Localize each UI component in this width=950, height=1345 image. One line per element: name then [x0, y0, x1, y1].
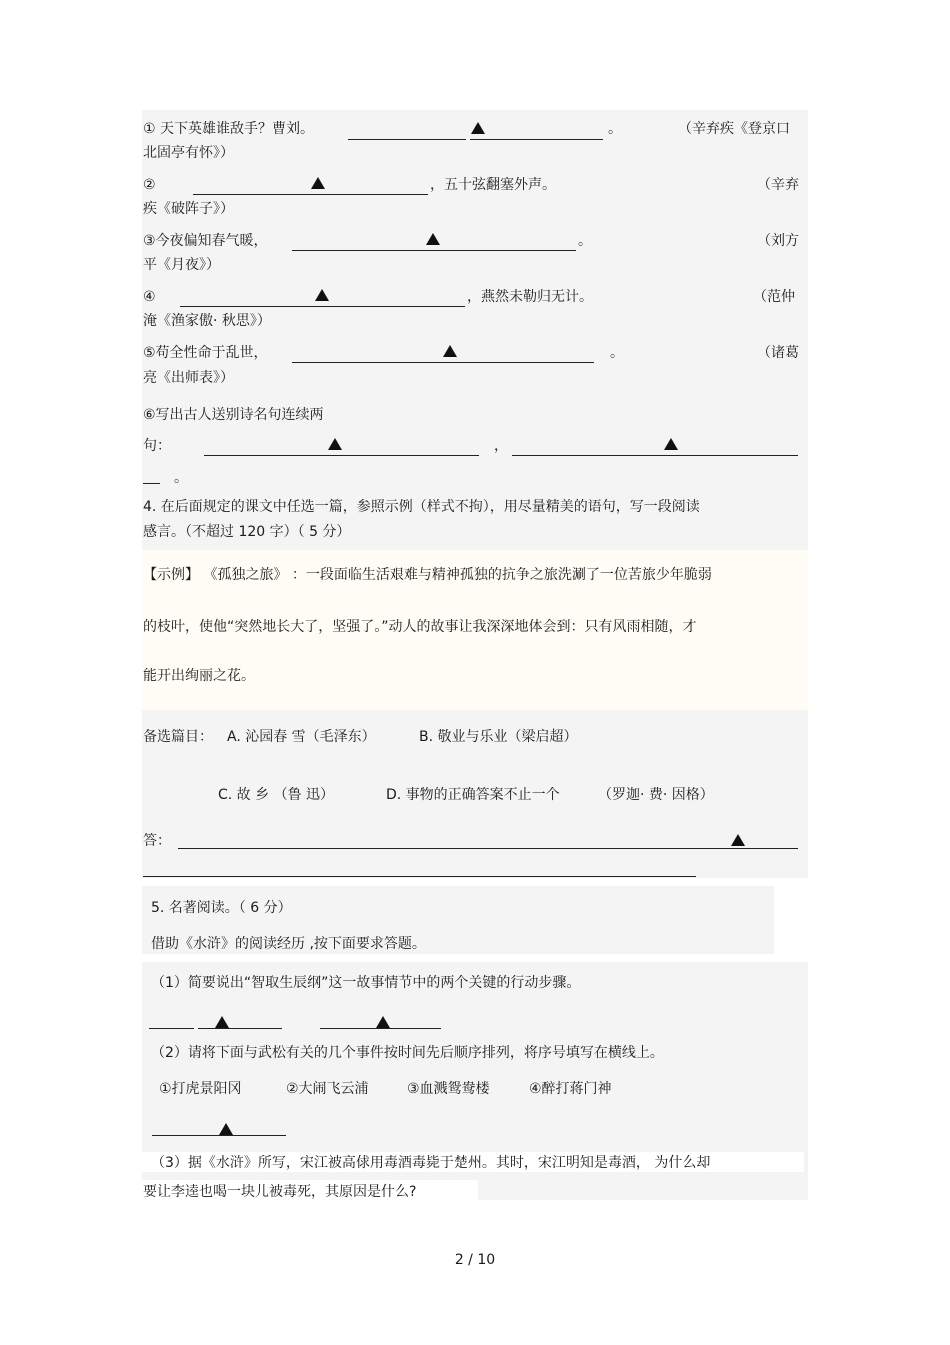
event-1: ①打虎景阳冈: [159, 1081, 242, 1097]
poem-item-1-source-cont: 北固亭有怀》）: [143, 145, 234, 161]
event-4: ④醉打蒋门神: [529, 1081, 612, 1097]
poem-item-4-end: ，燕然未勒归无计。: [467, 289, 593, 305]
poem-item-6-prefix: 句：: [143, 438, 171, 454]
triangle-marker-icon: [328, 438, 342, 450]
q5-intro: 借助《水浒》的阅读经历 ,按下面要求答题。: [151, 936, 426, 952]
triangle-marker-icon: [311, 177, 325, 189]
page-number: 2 / 10: [454, 1252, 496, 1268]
poem-item-1-source: （辛弃疾《登京口: [678, 121, 790, 137]
poem-item-3-end: 。: [578, 233, 592, 249]
event-2: ②大闹飞云浦: [286, 1081, 369, 1097]
q5-sub3-line-1: （3）据《水浒》所写，宋江被高俅用毒酒毒毙于楚州。其时，宋江明知是毒酒， 为什么却: [151, 1155, 711, 1171]
poem-item-6-tail: 。: [174, 470, 188, 486]
blank-6a[interactable]: [204, 455, 479, 456]
blank-1b[interactable]: [470, 139, 603, 140]
poem-item-3-source: （刘方: [757, 233, 799, 249]
poem-item-1-text: ① 天下英雄谁敌手？曹刘。: [143, 121, 315, 137]
poem-item-6-comma: ，: [494, 438, 508, 454]
blank-6c[interactable]: [143, 483, 160, 484]
triangle-marker-icon: [664, 438, 678, 450]
q5-sub1: （1）简要说出“智取生辰纲”这一故事情节中的两个关键的行动步骤。: [151, 975, 581, 991]
blank-4[interactable]: [180, 306, 465, 307]
blank-6b[interactable]: [512, 455, 798, 456]
event-3: ③血溅鸳鸯楼: [407, 1081, 490, 1097]
poem-item-2-end: ，五十弦翻塞外声。: [430, 177, 556, 193]
poem-item-1-end: 。: [608, 121, 622, 137]
q5-title: 5. 名著阅读。（ 6 分）: [151, 900, 292, 916]
example-line-3: 能开出绚丽之花。: [143, 668, 255, 684]
triangle-marker-icon: [731, 834, 745, 846]
q4-prompt-line-2: 感言。（不超过 120 字）（ 5 分）: [143, 524, 351, 540]
poem-item-3-text: ③今夜偏知春气暖，: [143, 233, 268, 249]
options-label: 备选篇目：: [143, 729, 213, 745]
triangle-marker-icon: [315, 289, 329, 301]
answer-line-2[interactable]: [143, 876, 696, 877]
example-line-2: 的枝叶，使他“突然地长大了，坚强了。”动人的故事让我深深地体会到：只有风雨相随，才: [143, 619, 697, 635]
example-line-1: 【示例】 《孤独之旅》 ：一段面临生活艰难与精神孤独的抗争之旅洗涮了一位苦旅少年脆弱: [143, 567, 712, 583]
option-c: C. 故 乡 （鲁 迅）: [218, 787, 335, 803]
blank-2[interactable]: [193, 194, 428, 195]
poem-item-5-source-cont: 亮《出师表》）: [143, 370, 234, 386]
poem-item-4-text: ④: [143, 289, 156, 305]
triangle-marker-icon: [443, 345, 457, 357]
q5-sub2: （2）请将下面与武松有关的几个事件按时间先后顺序排列，将序号填写在横线上。: [151, 1045, 664, 1061]
q4-prompt-line-1: 4. 在后面规定的课文中任选一篇，参照示例（样式不拘），用尽量精美的语句，写一段阅读: [143, 499, 700, 515]
blank-1a[interactable]: [348, 139, 466, 140]
answer-label: 答：: [143, 833, 171, 849]
poem-item-4-source: （范仲: [753, 289, 795, 305]
option-d: D. 事物的正确答案不止一个: [386, 787, 560, 803]
blank-q5-2[interactable]: [152, 1135, 286, 1136]
poem-item-5-end: 。: [610, 345, 624, 361]
blank-5[interactable]: [292, 362, 594, 363]
triangle-marker-icon: [376, 1016, 390, 1028]
poem-item-2-text: ②: [143, 177, 156, 193]
triangle-marker-icon: [219, 1123, 233, 1135]
triangle-marker-icon: [426, 233, 440, 245]
blank-q5-1c[interactable]: [320, 1028, 441, 1029]
poem-item-3-source-cont: 平《月夜》）: [143, 257, 220, 273]
option-b: B. 敬业与乐业（梁启超）: [419, 729, 578, 745]
poem-item-2-source: （辛弃: [757, 177, 799, 193]
poem-item-2-source-cont: 疾《破阵子》）: [143, 201, 234, 217]
answer-line-1[interactable]: [178, 848, 798, 849]
q5-sub3-line-2: 要让李逵也喝一块儿被毒死，其原因是什么?: [143, 1184, 417, 1200]
triangle-marker-icon: [215, 1016, 229, 1028]
blank-q5-1a[interactable]: [149, 1028, 194, 1029]
triangle-marker-icon: [471, 122, 485, 134]
poem-item-5-source: （诸葛: [757, 345, 799, 361]
poem-item-6-text: ⑥写出古人送别诗名句连续两: [143, 407, 324, 423]
option-d-author: （罗迦· 费· 因格）: [598, 787, 714, 803]
poem-item-4-source-cont: 淹《渔家傲· 秋思》）: [143, 313, 271, 329]
poem-item-5-text: ⑤苟全性命于乱世，: [143, 345, 268, 361]
blank-q5-1b[interactable]: [198, 1028, 282, 1029]
blank-3[interactable]: [292, 250, 576, 251]
option-a: A. 沁园春 雪（毛泽东）: [227, 729, 376, 745]
